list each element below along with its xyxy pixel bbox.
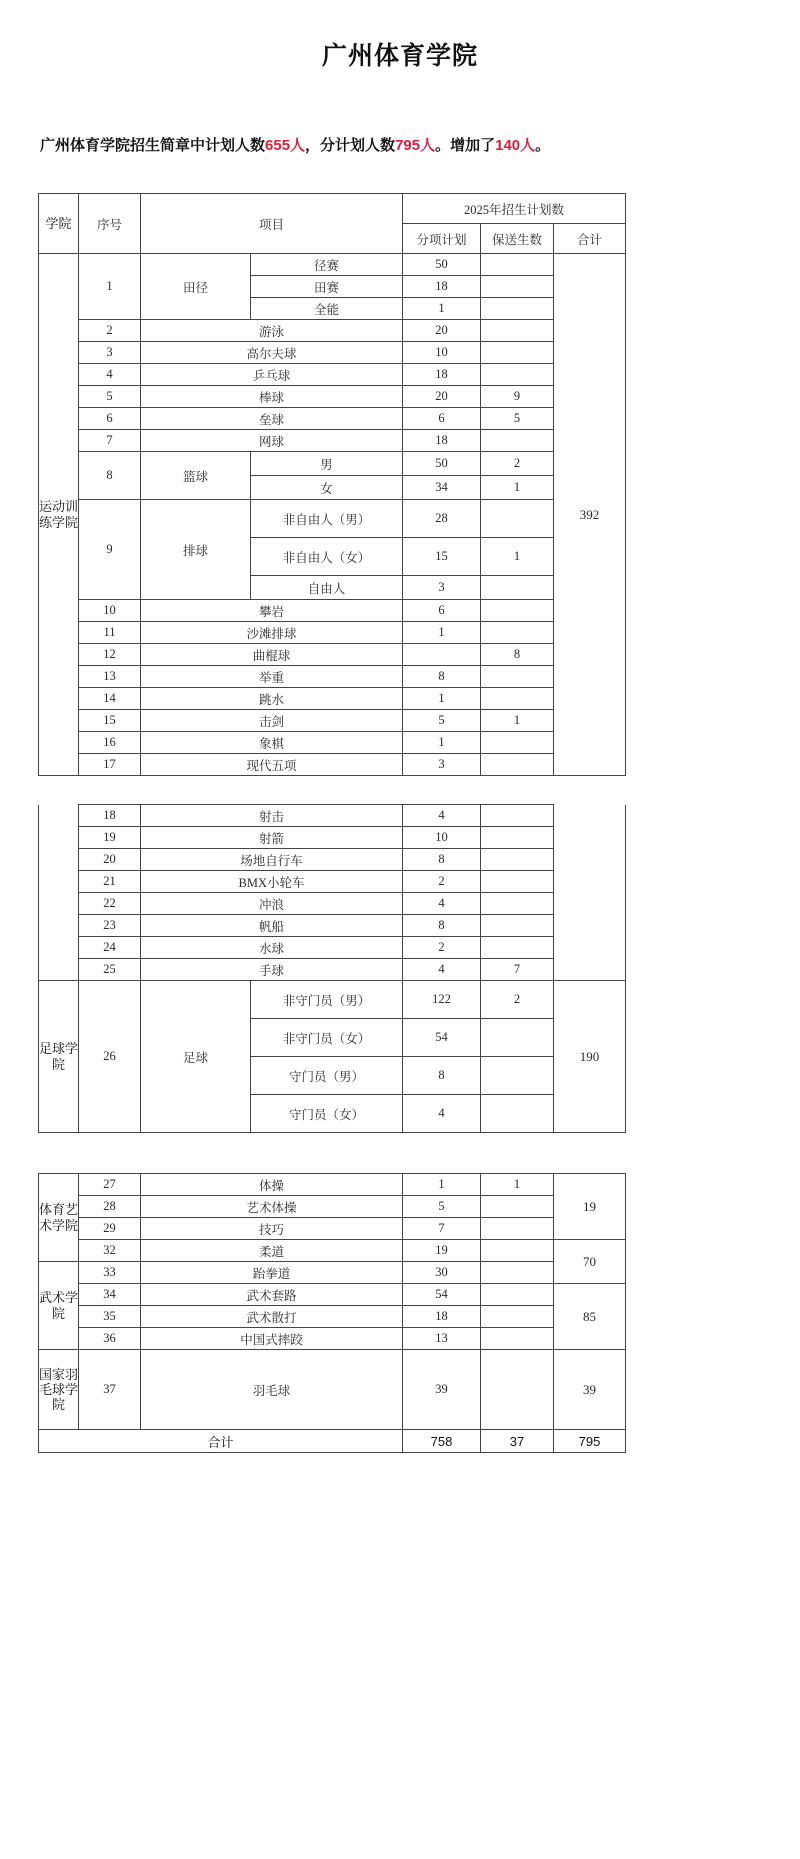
row-bao	[481, 500, 554, 538]
table-row	[39, 1350, 626, 1430]
table-row	[39, 408, 626, 430]
row-no: 2	[79, 320, 141, 342]
col-header-college: 学院	[39, 194, 79, 254]
summary-mid: ，分计划人数	[305, 137, 396, 154]
row-bao	[481, 732, 554, 754]
row-no: 14	[79, 688, 141, 710]
row-bao: 5	[481, 408, 554, 430]
row-plan: 4	[403, 805, 481, 827]
table-row	[39, 342, 626, 364]
row-no: 1	[79, 254, 141, 320]
row-bao	[481, 1284, 554, 1306]
row-plan: 1	[403, 298, 481, 320]
col-header-no: 序号	[79, 194, 141, 254]
row-no: 17	[79, 754, 141, 776]
row-no: 9	[79, 500, 141, 600]
row-bao	[481, 1350, 554, 1430]
row-item: 跆拳道	[141, 1262, 403, 1284]
table-row	[39, 1306, 626, 1328]
summary-suffix: 。	[535, 137, 551, 154]
row-no: 3	[79, 342, 141, 364]
row-plan: 7	[403, 1218, 481, 1240]
row-plan: 5	[403, 710, 481, 732]
row-no: 34	[79, 1284, 141, 1306]
row-no: 28	[79, 1196, 141, 1218]
row-item: 乒乓球	[141, 364, 403, 386]
row-item: 体操	[141, 1174, 403, 1196]
row-item: 中国式摔跤	[141, 1328, 403, 1350]
row-item: 跳水	[141, 688, 403, 710]
col-header-total: 合计	[554, 224, 626, 254]
row-plan: 6	[403, 408, 481, 430]
row-no: 15	[79, 710, 141, 732]
grand-total-label: 合计	[39, 1430, 403, 1453]
row-bao	[481, 805, 554, 827]
table-row	[39, 364, 626, 386]
grand-total-total: 795	[554, 1430, 626, 1453]
row-plan: 4	[403, 1095, 481, 1133]
row-item: 排球	[141, 500, 251, 600]
row-plan: 6	[403, 600, 481, 622]
row-plan: 1	[403, 1174, 481, 1196]
row-plan: 1	[403, 622, 481, 644]
row-plan: 10	[403, 342, 481, 364]
table-row	[39, 732, 626, 754]
admission-plan-table-part1	[38, 193, 626, 776]
table-row	[39, 320, 626, 342]
row-bao	[481, 1328, 554, 1350]
row-subitem: 非自由人（女）	[251, 538, 403, 576]
row-plan: 8	[403, 666, 481, 688]
table-row	[39, 1240, 626, 1262]
table-row	[39, 849, 626, 871]
table-row	[39, 430, 626, 452]
row-item: 足球	[141, 981, 251, 1133]
table-row	[39, 805, 626, 827]
row-bao	[481, 364, 554, 386]
row-plan: 5	[403, 1196, 481, 1218]
row-bao: 2	[481, 981, 554, 1019]
row-subitem: 径赛	[251, 254, 403, 276]
row-item: 网球	[141, 430, 403, 452]
table-row	[39, 893, 626, 915]
row-plan: 54	[403, 1019, 481, 1057]
row-item: 水球	[141, 937, 403, 959]
table-row	[39, 710, 626, 732]
row-no: 16	[79, 732, 141, 754]
college-label-sports-art: 体育艺术学院	[39, 1174, 79, 1262]
table-row	[39, 754, 626, 776]
row-subitem: 田赛	[251, 276, 403, 298]
row-bao: 1	[481, 538, 554, 576]
row-plan: 8	[403, 915, 481, 937]
grand-total-bao: 37	[481, 1430, 554, 1453]
table-row	[39, 1174, 626, 1196]
row-bao	[481, 754, 554, 776]
col-header-item: 项目	[141, 194, 403, 254]
college-label-sports-training: 运动训练学院	[39, 254, 79, 776]
table-row	[39, 915, 626, 937]
summary-sub-count: 795人	[395, 137, 436, 154]
row-item: 场地自行车	[141, 849, 403, 871]
row-plan: 4	[403, 959, 481, 981]
row-item: 武术散打	[141, 1306, 403, 1328]
row-item: 游泳	[141, 320, 403, 342]
row-bao	[481, 827, 554, 849]
row-plan: 2	[403, 937, 481, 959]
row-item: 帆船	[141, 915, 403, 937]
row-no: 29	[79, 1218, 141, 1240]
row-subitem: 男	[251, 452, 403, 476]
row-plan	[403, 644, 481, 666]
table-row	[39, 254, 626, 276]
row-bao: 1	[481, 476, 554, 500]
row-item: 现代五项	[141, 754, 403, 776]
row-item: 篮球	[141, 452, 251, 500]
row-plan: 2	[403, 871, 481, 893]
college-label-continued	[39, 805, 79, 981]
row-plan: 18	[403, 430, 481, 452]
row-subitem: 守门员（女）	[251, 1095, 403, 1133]
section-total-sports-art: 19	[554, 1174, 626, 1240]
table-segment-2	[0, 804, 800, 1133]
col-header-sub-plan: 分项计划	[403, 224, 481, 254]
row-bao	[481, 622, 554, 644]
row-bao	[481, 893, 554, 915]
row-item: 羽毛球	[141, 1350, 403, 1430]
row-item: BMX小轮车	[141, 871, 403, 893]
summary-line	[0, 76, 800, 155]
row-plan: 10	[403, 827, 481, 849]
row-item: 艺术体操	[141, 1196, 403, 1218]
row-bao	[481, 430, 554, 452]
row-bao	[481, 849, 554, 871]
row-bao	[481, 576, 554, 600]
grand-total-row	[39, 1430, 626, 1453]
row-plan: 19	[403, 1240, 481, 1262]
row-bao	[481, 1019, 554, 1057]
row-plan: 15	[403, 538, 481, 576]
table-row	[39, 1284, 626, 1306]
college-label-badminton: 国家羽毛球学院	[39, 1350, 79, 1430]
segment-gap-1	[0, 776, 800, 804]
row-item: 攀岩	[141, 600, 403, 622]
row-plan: 3	[403, 754, 481, 776]
row-plan: 4	[403, 893, 481, 915]
row-item: 田径	[141, 254, 251, 320]
table-row	[39, 452, 626, 476]
row-no: 27	[79, 1174, 141, 1196]
college-label-football: 足球学院	[39, 981, 79, 1133]
row-bao	[481, 1306, 554, 1328]
table-row	[39, 959, 626, 981]
row-no: 18	[79, 805, 141, 827]
table-row	[39, 827, 626, 849]
row-plan: 8	[403, 849, 481, 871]
row-bao: 1	[481, 710, 554, 732]
table-row	[39, 871, 626, 893]
row-plan: 20	[403, 386, 481, 408]
row-plan: 28	[403, 500, 481, 538]
row-bao	[481, 915, 554, 937]
table-row	[39, 688, 626, 710]
row-plan: 18	[403, 1306, 481, 1328]
table-row	[39, 500, 626, 538]
row-plan: 39	[403, 1350, 481, 1430]
table-row	[39, 981, 626, 1019]
row-bao	[481, 1095, 554, 1133]
segment-gap-2	[0, 1133, 800, 1173]
row-no: 37	[79, 1350, 141, 1430]
admission-plan-table-part2	[38, 804, 626, 1133]
row-plan: 18	[403, 276, 481, 298]
row-bao	[481, 1057, 554, 1095]
college-label-wushu: 武术学院	[39, 1262, 79, 1350]
row-item: 棒球	[141, 386, 403, 408]
row-no: 23	[79, 915, 141, 937]
row-no: 26	[79, 981, 141, 1133]
table-header-row-1	[39, 194, 626, 224]
table-row	[39, 386, 626, 408]
row-plan: 1	[403, 688, 481, 710]
row-item: 冲浪	[141, 893, 403, 915]
table-row	[39, 600, 626, 622]
row-bao	[481, 342, 554, 364]
row-bao: 2	[481, 452, 554, 476]
grand-total-plan: 758	[403, 1430, 481, 1453]
row-no: 20	[79, 849, 141, 871]
row-bao	[481, 937, 554, 959]
row-no: 5	[79, 386, 141, 408]
row-subitem: 守门员（男）	[251, 1057, 403, 1095]
row-subitem: 非守门员（男）	[251, 981, 403, 1019]
row-bao	[481, 1262, 554, 1284]
row-no: 21	[79, 871, 141, 893]
row-no: 10	[79, 600, 141, 622]
row-no: 25	[79, 959, 141, 981]
row-plan: 34	[403, 476, 481, 500]
table-segment-1	[0, 155, 800, 776]
row-subitem: 全能	[251, 298, 403, 320]
row-no: 8	[79, 452, 141, 500]
row-bao	[481, 871, 554, 893]
row-plan: 54	[403, 1284, 481, 1306]
row-no: 19	[79, 827, 141, 849]
section-total-wushu: 85	[554, 1284, 626, 1350]
row-item: 武术套路	[141, 1284, 403, 1306]
col-header-recommended: 保送生数	[481, 224, 554, 254]
row-item: 沙滩排球	[141, 622, 403, 644]
row-no: 13	[79, 666, 141, 688]
row-item: 手球	[141, 959, 403, 981]
table-row	[39, 666, 626, 688]
row-bao	[481, 320, 554, 342]
section-total-sports-training: 392	[554, 254, 626, 776]
row-subitem: 非守门员（女）	[251, 1019, 403, 1057]
summary-plan-count: 655人	[265, 137, 306, 154]
summary-mid2: 。增加了	[435, 137, 496, 154]
row-bao	[481, 600, 554, 622]
row-plan: 20	[403, 320, 481, 342]
table-row	[39, 1196, 626, 1218]
section-total-football: 190	[554, 981, 626, 1133]
row-no: 11	[79, 622, 141, 644]
admission-plan-table-part3	[38, 1173, 626, 1453]
row-plan: 30	[403, 1262, 481, 1284]
summary-prefix: 广州体育学院招生简章中计划人数	[40, 137, 266, 154]
row-bao	[481, 666, 554, 688]
summary-delta: 140人	[495, 137, 536, 154]
row-no: 7	[79, 430, 141, 452]
row-no: 36	[79, 1328, 141, 1350]
row-no: 24	[79, 937, 141, 959]
row-item: 曲棍球	[141, 644, 403, 666]
table-row	[39, 937, 626, 959]
row-item: 击剑	[141, 710, 403, 732]
row-bao	[481, 298, 554, 320]
row-no: 4	[79, 364, 141, 386]
row-plan: 8	[403, 1057, 481, 1095]
section-total-continued	[554, 805, 626, 981]
row-no: 12	[79, 644, 141, 666]
row-bao	[481, 276, 554, 298]
row-bao: 1	[481, 1174, 554, 1196]
row-no: 33	[79, 1262, 141, 1284]
row-bao	[481, 688, 554, 710]
section-total-judo-taekwondo: 70	[554, 1240, 626, 1284]
row-plan: 50	[403, 452, 481, 476]
page-title: 广州体育学院	[321, 42, 478, 70]
row-item: 技巧	[141, 1218, 403, 1240]
row-plan: 122	[403, 981, 481, 1019]
row-bao	[481, 1196, 554, 1218]
row-no: 32	[79, 1240, 141, 1262]
row-subitem: 自由人	[251, 576, 403, 600]
row-bao: 8	[481, 644, 554, 666]
row-no: 6	[79, 408, 141, 430]
row-bao: 7	[481, 959, 554, 981]
row-item: 举重	[141, 666, 403, 688]
table-segment-3	[0, 1173, 800, 1453]
row-item: 高尔夫球	[141, 342, 403, 364]
row-bao: 9	[481, 386, 554, 408]
row-item: 射击	[141, 805, 403, 827]
row-bao	[481, 1240, 554, 1262]
row-item: 射箭	[141, 827, 403, 849]
row-item: 柔道	[141, 1240, 403, 1262]
row-item: 象棋	[141, 732, 403, 754]
table-row	[39, 622, 626, 644]
row-plan: 13	[403, 1328, 481, 1350]
row-item: 垒球	[141, 408, 403, 430]
row-bao	[481, 254, 554, 276]
row-subitem: 非自由人（男）	[251, 500, 403, 538]
row-plan: 1	[403, 732, 481, 754]
section-total-badminton: 39	[554, 1350, 626, 1430]
row-bao	[481, 1218, 554, 1240]
table-row	[39, 1218, 626, 1240]
row-subitem: 女	[251, 476, 403, 500]
row-plan: 3	[403, 576, 481, 600]
row-plan: 18	[403, 364, 481, 386]
row-no: 22	[79, 893, 141, 915]
col-header-group: 2025年招生计划数	[403, 194, 626, 224]
row-no: 35	[79, 1306, 141, 1328]
table-row	[39, 1262, 626, 1284]
table-row	[39, 644, 626, 666]
table-row	[39, 1328, 626, 1350]
row-plan: 50	[403, 254, 481, 276]
